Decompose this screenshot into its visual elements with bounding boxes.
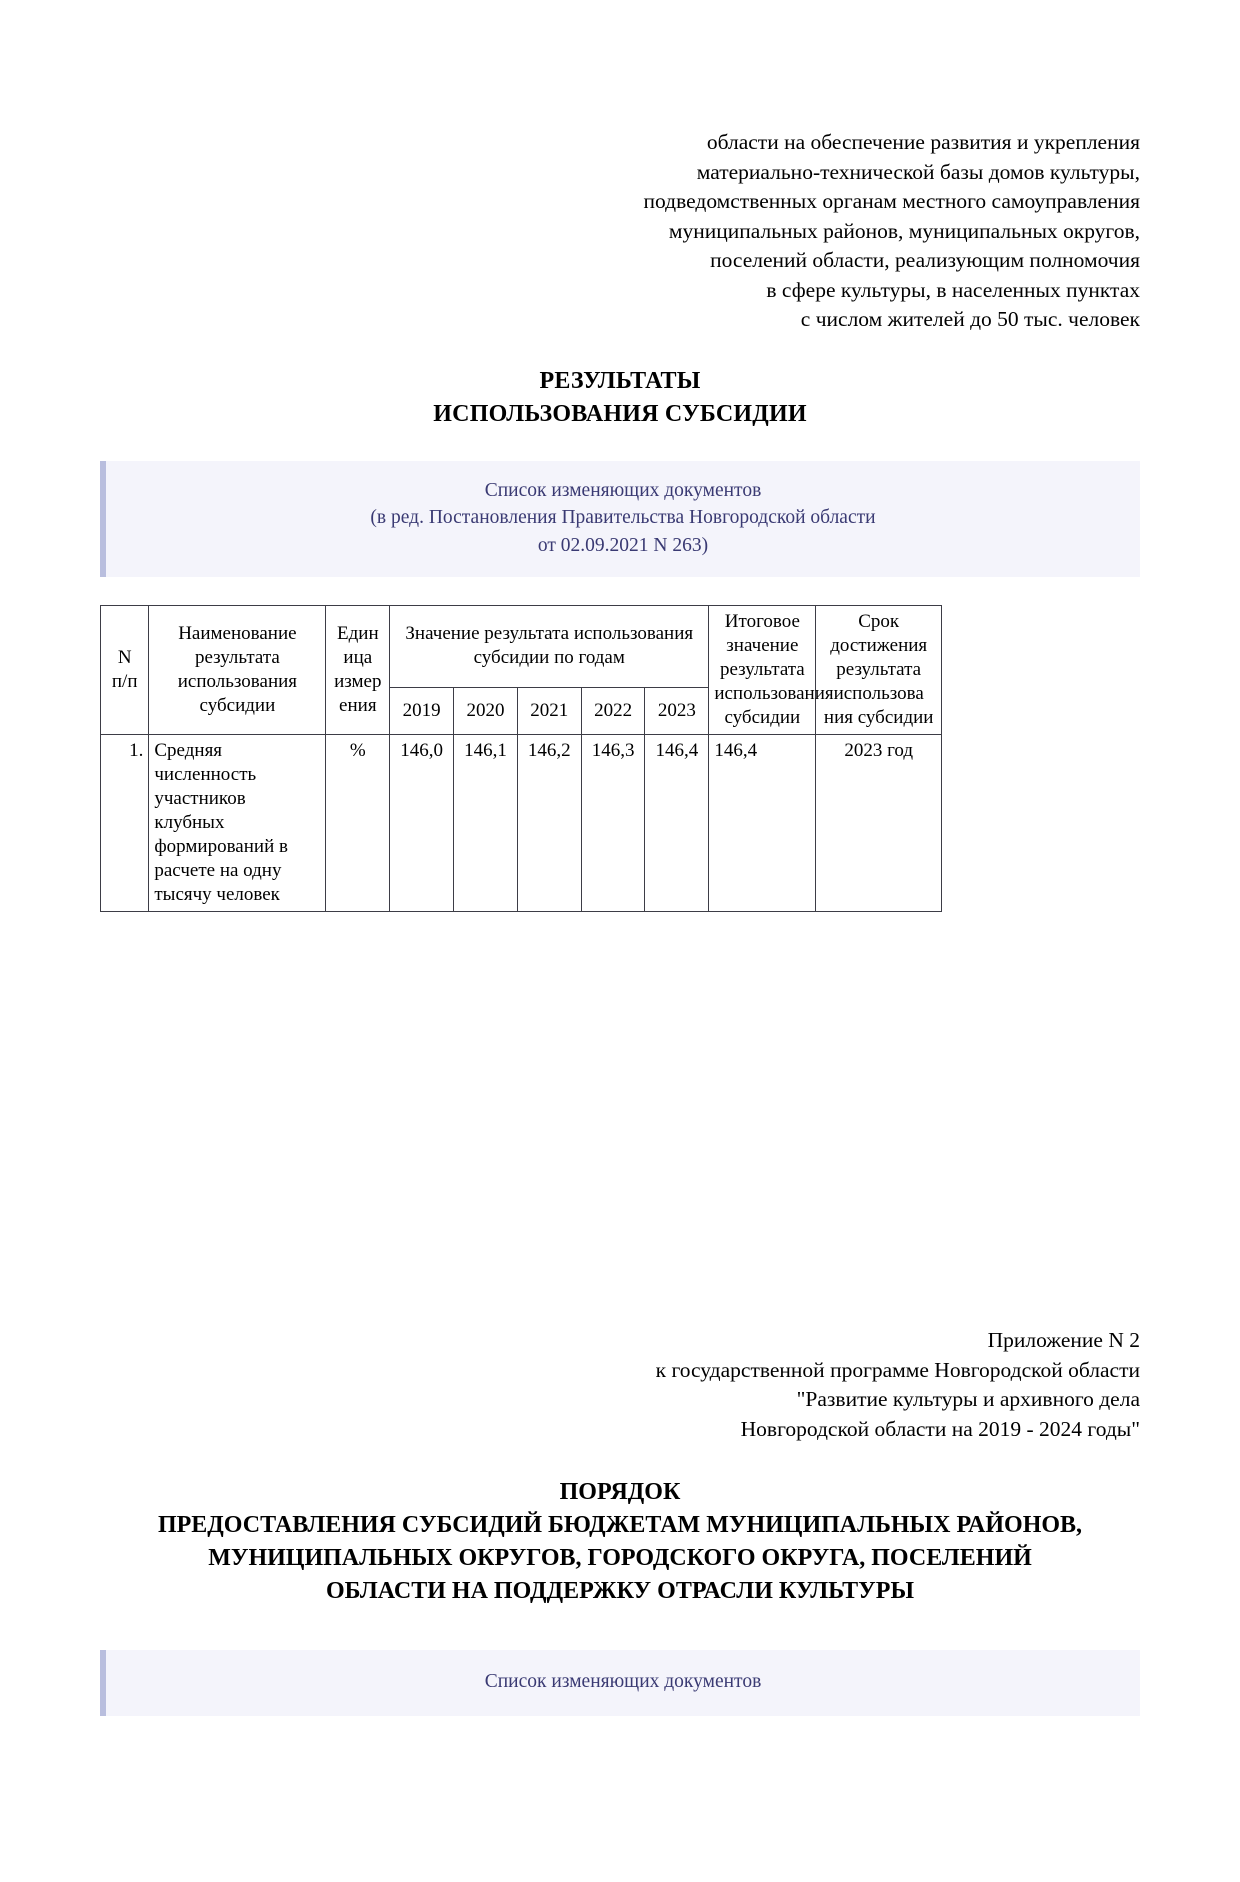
header-num-line-2: п/п xyxy=(111,671,138,692)
header-name: Наименование результата использования субсидии xyxy=(149,606,326,735)
header-year-2021: 2021 xyxy=(517,687,581,734)
preamble-line-6: в сфере культуры, в населенных пунктах xyxy=(766,277,1140,302)
header-unit: Един ица измер ения xyxy=(326,606,390,735)
preamble-block xyxy=(100,128,1140,335)
cell-value-2021: 146,2 xyxy=(517,735,581,912)
results-table-wrapper xyxy=(100,605,1140,912)
cell-value-2022: 146,3 xyxy=(581,735,645,912)
preamble-line-4: муниципальных районов, муниципальных округов, xyxy=(668,218,1140,243)
cell-value-2023: 146,4 xyxy=(645,735,709,912)
appendix-line-2: к государственной программе Новгородской области xyxy=(655,1357,1140,1382)
appendix-line-3: "Развитие культуры и архивного дела xyxy=(796,1387,1140,1411)
preamble-line-7: с числом жителей до 50 тыс. человек xyxy=(800,307,1140,331)
results-table xyxy=(100,605,942,912)
page-title-line-1: РЕЗУЛЬТАТЫ xyxy=(539,367,701,394)
appendix-line-1: Приложение N 2 xyxy=(987,1328,1140,1352)
cell-row-number: 1. xyxy=(101,735,149,912)
page-title xyxy=(100,365,1140,431)
cell-total-value: 146,4 xyxy=(709,735,816,912)
cell-unit: % xyxy=(326,735,390,912)
header-year-2020: 2020 xyxy=(454,687,518,734)
changing-documents-box-bottom xyxy=(100,1650,1140,1716)
changebox-top-line-2: (в ред. Постановления Правительства Новгородской области xyxy=(370,507,876,528)
document-page xyxy=(0,128,1240,1882)
header-num xyxy=(101,606,149,735)
header-year-2019: 2019 xyxy=(390,687,454,734)
header-year-2023: 2023 xyxy=(645,687,709,734)
changebox-top-line-3: от 02.09.2021 N 263) xyxy=(537,534,709,556)
table-row xyxy=(101,735,942,912)
header-num-line-1: N xyxy=(117,647,132,668)
table-header-row-1 xyxy=(101,606,942,688)
header-years-group: Значение результата использования субсидии по годам xyxy=(390,606,709,688)
preamble-line-5: поселений области, реализующим полномочия xyxy=(710,248,1140,272)
cell-value-2020: 146,1 xyxy=(454,735,518,912)
appendix-reference xyxy=(100,1326,1140,1444)
changing-documents-box-top xyxy=(100,461,1140,578)
cell-term: 2023 год xyxy=(816,735,942,912)
bottom-section-title xyxy=(100,1476,1140,1608)
bottom-title-line-2: ПРЕДОСТАВЛЕНИЯ СУБСИДИЙ БЮДЖЕТАМ МУНИЦИПАЛЬНЫХ РАЙОНОВ, xyxy=(157,1512,1083,1538)
changebox-top-line-1: Список изменяющих документов xyxy=(484,479,762,501)
changebox-bottom-line-1: Список изменяющих документов xyxy=(484,1671,762,1692)
cell-result-name: Средняя численность участников клубных формирований в расчете на одну тысячу человек xyxy=(149,735,326,912)
header-total: Итоговое значение результата использования субсидии xyxy=(709,606,816,735)
bottom-title-line-4: ОБЛАСТИ НА ПОДДЕРЖКУ ОТРАСЛИ КУЛЬТУРЫ xyxy=(325,1578,915,1604)
preamble-line-2: материально-технической базы домов культуры, xyxy=(696,159,1140,184)
appendix-line-4: Новгородской области на 2019 - 2024 годы" xyxy=(740,1416,1140,1441)
cell-value-2019: 146,0 xyxy=(390,735,454,912)
header-term: Срок достижения результата использова ния субсидии xyxy=(816,606,942,735)
bottom-title-line-3: МУНИЦИПАЛЬНЫХ ОКРУГОВ, ГОРОДСКОГО ОКРУГА, ПОСЕЛЕНИЙ xyxy=(208,1545,1032,1571)
page-title-line-2: ИСПОЛЬЗОВАНИЯ СУБСИДИИ xyxy=(433,400,807,427)
preamble-line-1: области на обеспечение развития и укрепления xyxy=(706,130,1140,154)
preamble-line-3: подведомственных органам местного самоуправления xyxy=(643,189,1140,213)
header-year-2022: 2022 xyxy=(581,687,645,734)
bottom-title-line-1: ПОРЯДОК xyxy=(559,1479,681,1505)
